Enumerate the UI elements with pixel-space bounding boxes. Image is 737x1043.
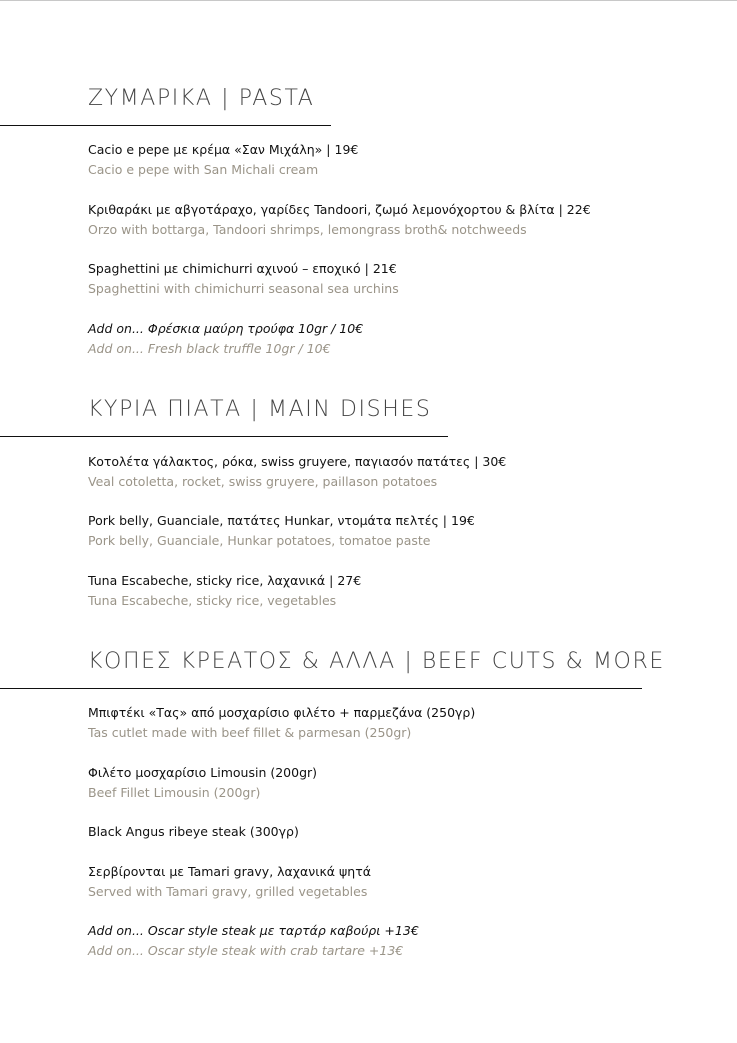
menu-item-tas-cutlet [88,705,475,741]
item-name-greek: Black Angus ribeye steak (300γρ) [88,824,299,839]
menu-item-addon-oscar [88,923,419,959]
item-name-english: Tuna Escabeche, sticky rice, vegetables [88,593,337,608]
section-divider-pasta [0,125,331,126]
menu-item-pork-belly [88,513,475,549]
menu-item-beef-fillet [88,765,317,801]
menu-item-tuna-escabeche [88,573,361,609]
section-divider-main-dishes [0,436,448,437]
item-name-greek: Κριθαράκι με αβγοτάραχο, γαρίδες Tandoori, ζωμό λεμονόχορτου & βλίτα | 22€ [88,202,591,217]
menu-item-served-with [88,864,371,900]
menu-item-ribeye [88,824,299,840]
item-name-english: Served with Tamari gravy, grilled vegetables [88,884,368,899]
section-divider-beef-cuts [0,688,642,689]
menu-item-veal-cotoletta [88,454,506,490]
item-name-greek: Φιλέτο μοσχαρίσιο Limousin (200gr) [88,765,318,780]
menu-item-orzo [88,202,591,238]
item-name-greek: Σερβίρονται με Tamari gravy, λαχανικά ψητά [88,864,371,879]
item-name-english: Spaghettini with chimichurri seasonal sea urchins [88,281,399,296]
item-name-greek: Tuna Escabeche, sticky rice, λαχανικά | 27€ [88,573,362,588]
item-name-english: Add on... Oscar style steak with crab tartare +13€ [88,943,404,958]
item-name-greek: Pork belly, Guanciale, πατάτες Hunkar, ντομάτα πελτές | 19€ [88,513,475,528]
item-name-english: Beef Fillet Limousin (200gr) [88,785,261,800]
item-name-english: Orzo with bottarga, Tandoori shrimps, lemongrass broth& notchweeds [88,222,527,237]
item-name-english: Cacio e pepe with San Michali cream [88,162,319,177]
item-name-english: Pork belly, Guanciale, Hunkar potatoes, tomatoe paste [88,533,431,548]
item-name-english: Add on... Fresh black truffle 10gr / 10€ [88,341,331,356]
top-border [0,0,737,1]
section-title-main-dishes: ΚΥΡΙΑ ΠΙΑΤΑ | MAIN DISHES [88,397,432,422]
item-name-greek: Add on... Oscar style steak με ταρτάρ καβούρι +13€ [88,923,419,938]
item-name-greek: Κοτολέτα γάλακτος, ρόκα, swiss gruyere, παγιασόν πατάτες | 30€ [88,454,507,469]
item-name-greek: Μπιφτέκι «Τας» από μοσχαρίσιο φιλέτο + παρμεζάνα (250γρ) [88,705,476,720]
menu-item-addon-truffle [88,321,363,357]
item-name-greek: Cacio e pepe με κρέμα «Σαν Μιχάλη» | 19€ [88,142,359,157]
item-name-english: Veal cotoletta, rocket, swiss gruyere, paillason potatoes [88,474,438,489]
item-name-greek: Spaghettini με chimichurri αχινού – εποχικό | 21€ [88,261,397,276]
section-title-pasta: ΖΥΜΑΡΙΚΑ | PASTA [88,86,315,111]
menu-item-cacio-e-pepe [88,142,358,178]
item-name-english: Tas cutlet made with beef fillet & parmesan (250gr) [88,725,412,740]
menu-item-spaghettini [88,261,399,297]
item-name-greek: Add on... Φρέσκια μαύρη τρούφα 10gr / 10€ [88,321,364,336]
section-title-beef-cuts: ΚΟΠΕΣ ΚΡΕΑΤΟΣ & ΑΛΛΑ | BEEF CUTS & MORE [88,649,665,674]
